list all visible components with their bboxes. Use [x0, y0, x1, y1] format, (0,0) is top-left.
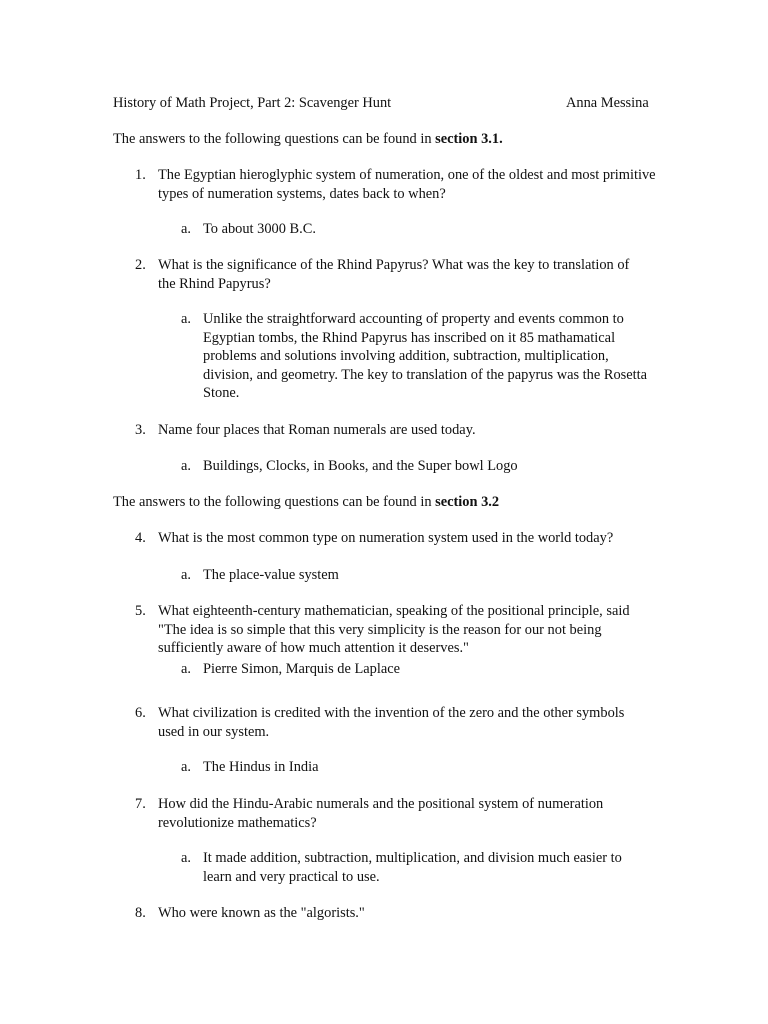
author-name: Anna Messina	[566, 95, 649, 111]
question-number: 2.	[135, 257, 146, 273]
answer-text: The place-value system	[203, 567, 339, 583]
answer-text: It made addition, subtraction, multiplication, and division much easier to learn and very practical to use.	[203, 850, 622, 885]
answer-letter: a.	[181, 661, 191, 677]
answer-letter: a.	[181, 221, 191, 237]
question-number: 7.	[135, 796, 146, 812]
question-text: How did the Hindu-Arabic numerals and the positional system of numeration revolutionize mathematics?	[158, 796, 604, 831]
answer-text: Unlike the straightforward accounting of property and events common to Egyptian tombs, the Rhind Papyrus has inscribed on it 85 mathamatical problems and solutions involving addition, subtraction, multiplication, division, and geometry. The key to translation of the papyrus was the Rosetta Stone.	[203, 311, 648, 401]
section-ref: section 3.1.	[435, 131, 503, 147]
answer-text: Buildings, Clocks, in Books, and the Super bowl Logo	[203, 458, 518, 474]
question-number: 8.	[135, 905, 146, 921]
question-number: 3.	[135, 422, 146, 438]
answer-text: Pierre Simon, Marquis de Laplace	[203, 661, 401, 677]
question-number: 4.	[135, 530, 146, 546]
answer-text: The Hindus in India	[203, 759, 319, 775]
question-number: 1.	[135, 167, 146, 183]
question-text: What is the significance of the Rhind Papyrus? What was the key to translation of the Rhind Papyrus?	[158, 257, 630, 292]
document-title: History of Math Project, Part 2: Scavenger Hunt	[113, 95, 392, 111]
question-text: The Egyptian hieroglyphic system of numeration, one of the oldest and most primitive types of numeration systems, dates back to when?	[158, 167, 656, 202]
question-number: 5.	[135, 603, 146, 619]
question-text: Name four places that Roman numerals are used today.	[158, 422, 476, 438]
answer-letter: a.	[181, 311, 191, 327]
answer-letter: a.	[181, 567, 191, 583]
answer-letter: a.	[181, 850, 191, 866]
question-number: 6.	[135, 705, 146, 721]
question-text: What civilization is credited with the invention of the zero and the other symbols used in our system.	[158, 705, 625, 740]
section-intro-3-1	[113, 130, 503, 149]
section-intro-3-2	[113, 493, 499, 512]
question-text: Who were known as the "algorists."	[158, 905, 365, 921]
question-text: What is the most common type on numeration system used in the world today?	[158, 530, 614, 546]
answer-text: To about 3000 B.C.	[203, 221, 316, 237]
answer-letter: a.	[181, 458, 191, 474]
answer-letter: a.	[181, 759, 191, 775]
section-intro-text: The answers to the following questions can be found in	[113, 131, 436, 147]
question-text: What eighteenth-century mathematician, speaking of the positional principle, said "The idea is so simple that this very simplicity is the reason for our not being sufficiently aware of how much attention it deserves."	[158, 603, 630, 656]
section-intro-text: The answers to the following questions can be found in	[113, 494, 436, 510]
section-ref: section 3.2	[435, 494, 500, 510]
